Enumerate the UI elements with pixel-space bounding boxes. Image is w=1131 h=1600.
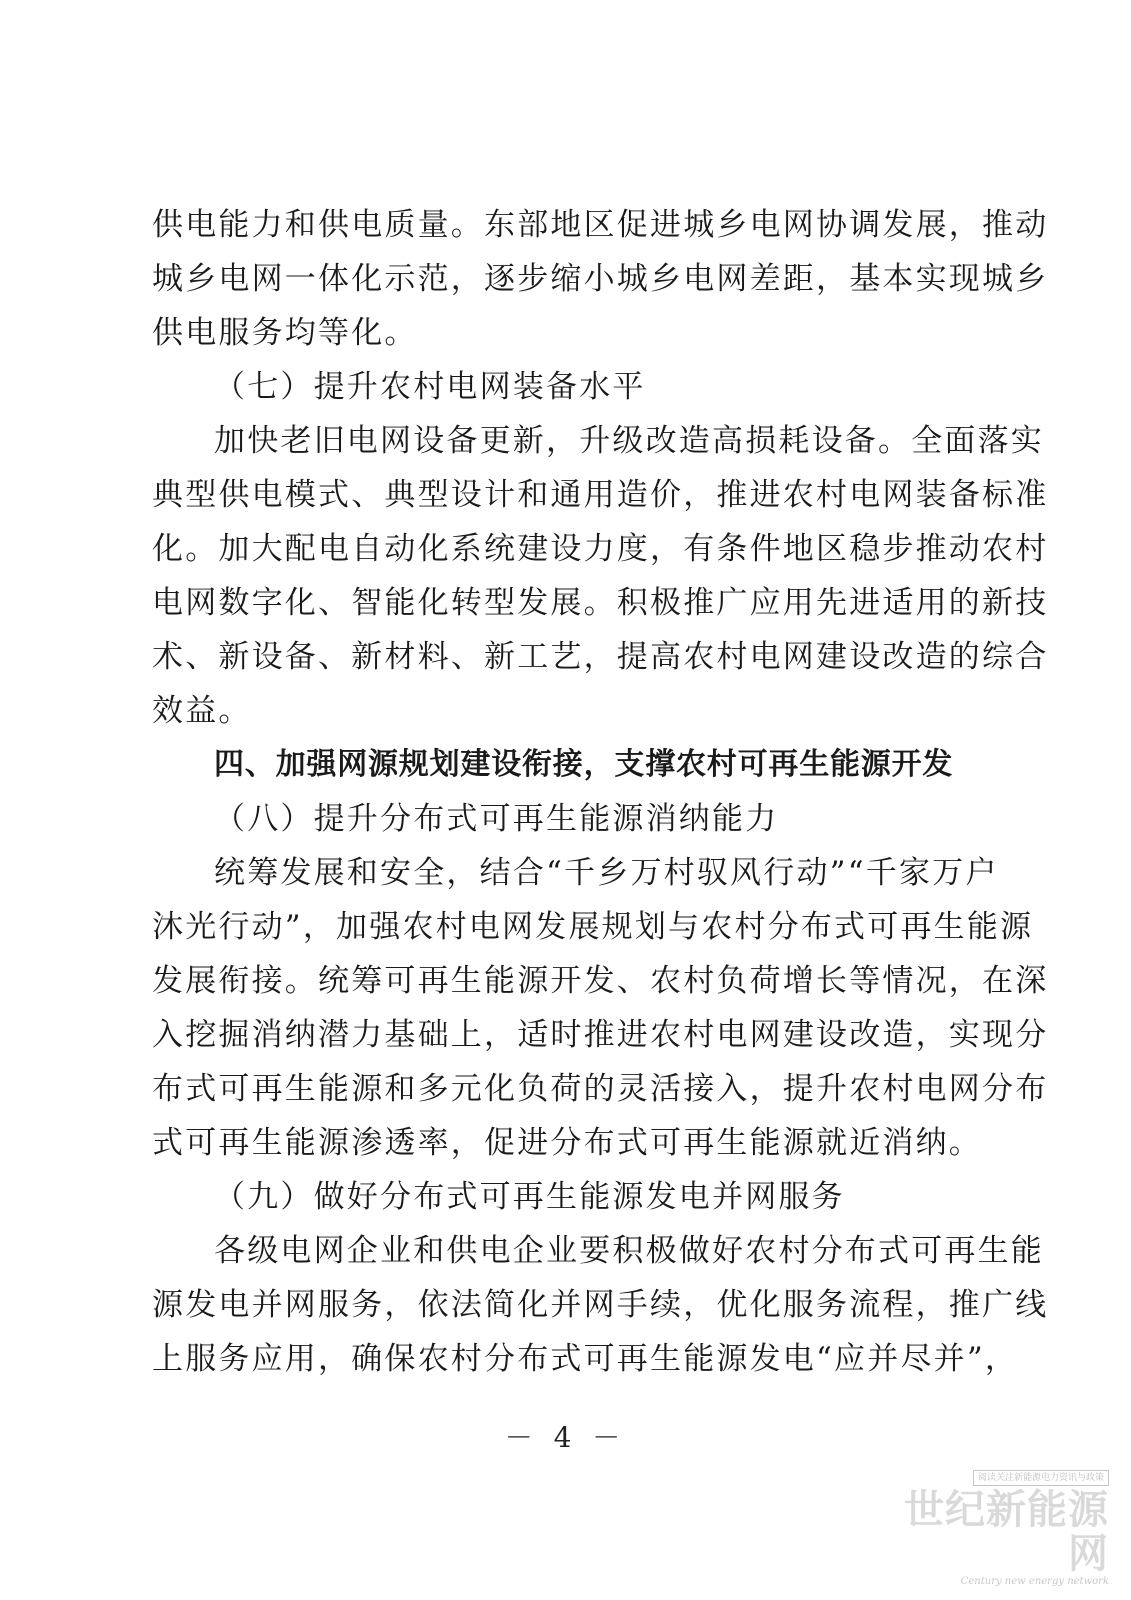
paragraph-line: 源发电并网服务，依法简化并网手续，优化服务流程，推广线 — [152, 1287, 1049, 1323]
subsection-heading: （九）做好分布式可再生能源发电并网服务 — [214, 1179, 845, 1215]
paragraph-line: 化。加大配电自动化系统建设力度，有条件地区稳步推动农村 — [152, 531, 1049, 567]
watermark-title: 世纪新能源网 — [904, 1486, 1109, 1577]
paragraph-line: 城乡电网一体化示范，逐步缩小城乡电网差距，基本实现城乡 — [152, 261, 1049, 297]
paragraph-line: 统筹发展和安全，结合“千乡万村驭风行动”“千家万户 — [214, 855, 999, 891]
paragraph-line: 各级电网企业和供电企业要积极做好农村分布式可再生能 — [214, 1233, 1044, 1269]
subsection-heading: （七）提升农村电网装备水平 — [214, 369, 646, 405]
paragraph-line: 加快老旧电网设备更新，升级改造高损耗设备。全面落实 — [214, 423, 1044, 459]
paragraph-line: 效益。 — [152, 693, 252, 729]
paragraph-line: 电网数字化、智能化转型发展。积极推广应用先进适用的新技 — [152, 585, 1049, 621]
paragraph-line: 式可再生能源渗透率，促进分布式可再生能源就近消纳。 — [152, 1125, 982, 1161]
paragraph-line: 入挖掘消纳潜力基础上，适时推进农村电网建设改造，实现分 — [152, 1017, 1049, 1053]
paragraph-line: 供电能力和供电质量。东部地区促进城乡电网协调发展，推动 — [152, 207, 1049, 243]
page-number: － 4 － — [504, 1421, 627, 1454]
subsection-heading: （八）提升分布式可再生能源消纳能力 — [214, 801, 779, 837]
watermark-tagline: 阅读关注新能源电力资讯与政策 — [973, 1470, 1109, 1486]
paragraph-line: 供电服务均等化。 — [152, 315, 418, 351]
paragraph-line: 典型供电模式、典型设计和通用造价，推进农村电网装备标准 — [152, 477, 1049, 513]
body-text — [152, 198, 1049, 1386]
paragraph-line: 术、新设备、新材料、新工艺，提高农村电网建设改造的综合 — [152, 639, 1049, 675]
paragraph-line: 上服务应用，确保农村分布式可再生能源发电“应并尽并”， — [152, 1341, 1019, 1377]
watermark-logo — [889, 1465, 1109, 1588]
paragraph-line: 布式可再生能源和多元化负荷的灵活接入，提升农村电网分布 — [152, 1071, 1049, 1107]
section-heading: 四、加强网源规划建设衔接，支撑农村可再生能源开发 — [214, 747, 954, 782]
watermark-subtitle: Century new energy network — [960, 1576, 1109, 1587]
paragraph-line: 沐光行动”，加强农村电网发展规划与农村分布式可再生能源 — [152, 909, 1034, 945]
paragraph-line: 发展衔接。统筹可再生能源开发、农村负荷增长等情况，在深 — [152, 963, 1049, 999]
